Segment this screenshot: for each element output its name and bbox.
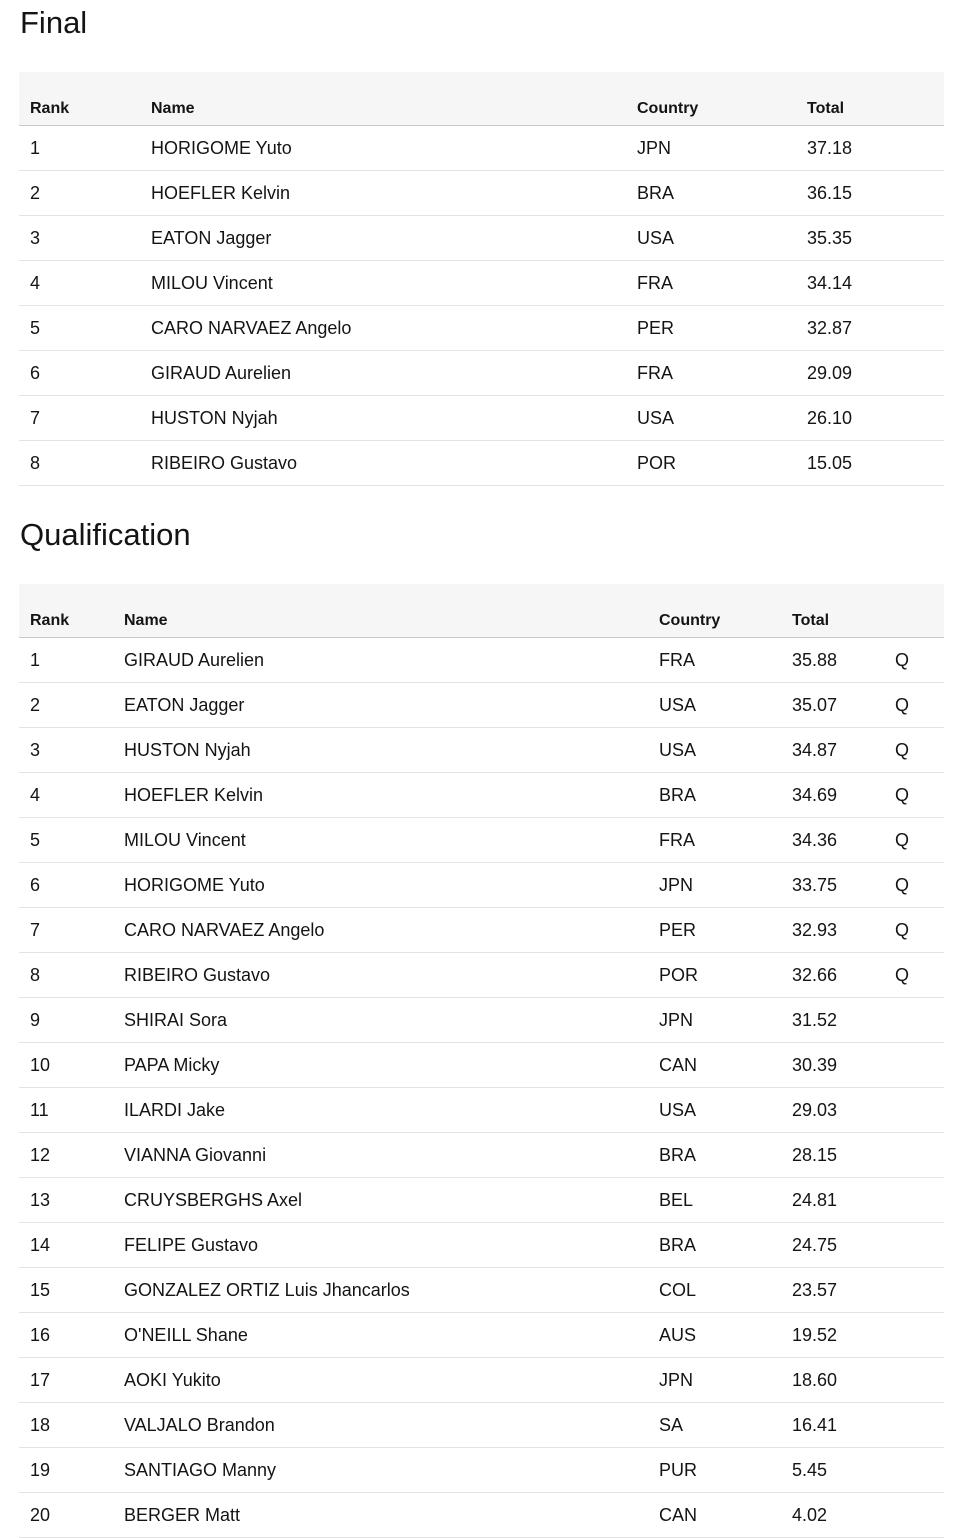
name-cell: FELIPE Gustavo xyxy=(124,1223,659,1268)
qualified-cell xyxy=(895,998,944,1043)
country-cell: AUS xyxy=(659,1313,792,1358)
table-row xyxy=(19,216,944,261)
name-cell: MILOU Vincent xyxy=(124,818,659,863)
rank-cell: 8 xyxy=(19,441,151,486)
rank-cell: 16 xyxy=(19,1313,124,1358)
rank-cell: 6 xyxy=(19,863,124,908)
country-header: Country xyxy=(659,584,792,638)
table-row xyxy=(19,1133,944,1178)
total-cell: 34.69 xyxy=(792,773,895,818)
qualified-cell xyxy=(895,1223,944,1268)
total-cell: 35.88 xyxy=(792,638,895,683)
rank-cell: 10 xyxy=(19,1043,124,1088)
qualified-cell xyxy=(895,1043,944,1088)
rank-cell: 3 xyxy=(19,216,151,261)
name-cell: GIRAUD Aurelien xyxy=(151,351,637,396)
qualification-title: Qualification xyxy=(20,517,191,552)
name-cell: ILARDI Jake xyxy=(124,1088,659,1133)
qualified-cell: Q xyxy=(895,683,944,728)
country-cell: BRA xyxy=(659,1223,792,1268)
qualified-cell: Q xyxy=(895,818,944,863)
country-cell: CAN xyxy=(659,1493,792,1538)
country-cell: USA xyxy=(659,683,792,728)
rank-cell: 5 xyxy=(19,818,124,863)
table-row xyxy=(19,683,944,728)
rank-cell: 9 xyxy=(19,998,124,1043)
qualified-cell xyxy=(895,1358,944,1403)
table-row xyxy=(19,1313,944,1358)
name-cell: GIRAUD Aurelien xyxy=(124,638,659,683)
total-cell: 36.15 xyxy=(807,171,944,216)
country-cell: JPN xyxy=(659,863,792,908)
country-cell: USA xyxy=(637,216,807,261)
total-cell: 35.35 xyxy=(807,216,944,261)
country-header: Country xyxy=(637,72,807,126)
rank-cell: 5 xyxy=(19,306,151,351)
qualified-cell: Q xyxy=(895,728,944,773)
table-row xyxy=(19,1088,944,1133)
name-cell: O'NEILL Shane xyxy=(124,1313,659,1358)
rank-cell: 7 xyxy=(19,396,151,441)
table-row xyxy=(19,441,944,486)
qualified-cell xyxy=(895,1403,944,1448)
rank-cell: 6 xyxy=(19,351,151,396)
total-cell: 33.75 xyxy=(792,863,895,908)
total-cell: 30.39 xyxy=(792,1043,895,1088)
total-cell: 29.03 xyxy=(792,1088,895,1133)
country-cell: BRA xyxy=(659,1133,792,1178)
country-cell: FRA xyxy=(637,261,807,306)
rank-cell: 15 xyxy=(19,1268,124,1313)
rank-cell: 1 xyxy=(19,126,151,171)
total-cell: 32.93 xyxy=(792,908,895,953)
total-cell: 31.52 xyxy=(792,998,895,1043)
rank-cell: 11 xyxy=(19,1088,124,1133)
total-cell: 18.60 xyxy=(792,1358,895,1403)
total-cell: 34.36 xyxy=(792,818,895,863)
rank-cell: 20 xyxy=(19,1493,124,1538)
rank-cell: 8 xyxy=(19,953,124,998)
country-cell: PUR xyxy=(659,1448,792,1493)
table-row xyxy=(19,261,944,306)
qualified-cell xyxy=(895,1493,944,1538)
country-cell: SA xyxy=(659,1403,792,1448)
rank-cell: 2 xyxy=(19,171,151,216)
country-cell: USA xyxy=(637,396,807,441)
name-cell: CARO NARVAEZ Angelo xyxy=(151,306,637,351)
rank-cell: 3 xyxy=(19,728,124,773)
total-cell: 34.87 xyxy=(792,728,895,773)
qualified-cell: Q xyxy=(895,863,944,908)
name-cell: CRUYSBERGHS Axel xyxy=(124,1178,659,1223)
name-cell: RIBEIRO Gustavo xyxy=(151,441,637,486)
total-header: Total xyxy=(792,584,895,638)
total-cell: 4.02 xyxy=(792,1493,895,1538)
name-cell: EATON Jagger xyxy=(151,216,637,261)
name-cell: SHIRAI Sora xyxy=(124,998,659,1043)
rank-header: Rank xyxy=(19,584,124,638)
name-cell: MILOU Vincent xyxy=(151,261,637,306)
total-cell: 16.41 xyxy=(792,1403,895,1448)
table-row xyxy=(19,126,944,171)
table-row xyxy=(19,306,944,351)
table-row xyxy=(19,1358,944,1403)
name-cell: GONZALEZ ORTIZ Luis Jhancarlos xyxy=(124,1268,659,1313)
table-row xyxy=(19,998,944,1043)
country-cell: JPN xyxy=(659,998,792,1043)
country-cell: COL xyxy=(659,1268,792,1313)
total-cell: 29.09 xyxy=(807,351,944,396)
total-cell: 5.45 xyxy=(792,1448,895,1493)
total-cell: 37.18 xyxy=(807,126,944,171)
qualified-cell: Q xyxy=(895,773,944,818)
country-cell: POR xyxy=(637,441,807,486)
rank-cell: 1 xyxy=(19,638,124,683)
country-cell: FRA xyxy=(659,638,792,683)
total-cell: 24.81 xyxy=(792,1178,895,1223)
rank-cell: 18 xyxy=(19,1403,124,1448)
table-row xyxy=(19,1223,944,1268)
total-cell: 34.14 xyxy=(807,261,944,306)
total-cell: 15.05 xyxy=(807,441,944,486)
name-cell: HOEFLER Kelvin xyxy=(124,773,659,818)
table-row xyxy=(19,1268,944,1313)
table-header-row xyxy=(19,72,944,126)
country-cell: FRA xyxy=(659,818,792,863)
country-cell: JPN xyxy=(659,1358,792,1403)
table-row xyxy=(19,1178,944,1223)
table-row xyxy=(19,1448,944,1493)
country-cell: CAN xyxy=(659,1043,792,1088)
qualified-cell xyxy=(895,1268,944,1313)
qualified-cell xyxy=(895,1313,944,1358)
name-cell: VIANNA Giovanni xyxy=(124,1133,659,1178)
qualified-cell: Q xyxy=(895,953,944,998)
name-cell: EATON Jagger xyxy=(124,683,659,728)
final-title: Final xyxy=(20,5,88,40)
table-row xyxy=(19,638,944,683)
qualified-cell: Q xyxy=(895,638,944,683)
name-cell: HUSTON Nyjah xyxy=(151,396,637,441)
table-row xyxy=(19,351,944,396)
name-cell: HOEFLER Kelvin xyxy=(151,171,637,216)
qualified-cell xyxy=(895,1133,944,1178)
rank-cell: 4 xyxy=(19,261,151,306)
rank-header: Rank xyxy=(19,72,151,126)
name-header: Name xyxy=(124,584,659,638)
total-cell: 26.10 xyxy=(807,396,944,441)
name-cell: PAPA Micky xyxy=(124,1043,659,1088)
rank-cell: 12 xyxy=(19,1133,124,1178)
table-row xyxy=(19,1403,944,1448)
rank-cell: 17 xyxy=(19,1358,124,1403)
table-header-row xyxy=(19,584,944,638)
rank-cell: 7 xyxy=(19,908,124,953)
rank-cell: 4 xyxy=(19,773,124,818)
final-results-table xyxy=(19,72,944,486)
rank-cell: 19 xyxy=(19,1448,124,1493)
country-cell: USA xyxy=(659,1088,792,1133)
final-results-body xyxy=(19,126,944,486)
total-cell: 23.57 xyxy=(792,1268,895,1313)
name-header: Name xyxy=(151,72,637,126)
table-row xyxy=(19,863,944,908)
qualified-cell xyxy=(895,1088,944,1133)
name-cell: SANTIAGO Manny xyxy=(124,1448,659,1493)
table-row xyxy=(19,1493,944,1538)
total-cell: 19.52 xyxy=(792,1313,895,1358)
country-cell: BRA xyxy=(659,773,792,818)
name-cell: HORIGOME Yuto xyxy=(124,863,659,908)
table-row xyxy=(19,818,944,863)
country-cell: JPN xyxy=(637,126,807,171)
qualified-cell xyxy=(895,1178,944,1223)
qualification-results-body xyxy=(19,638,944,1538)
total-cell: 35.07 xyxy=(792,683,895,728)
country-cell: USA xyxy=(659,728,792,773)
total-header: Total xyxy=(807,72,944,126)
qualified-cell: Q xyxy=(895,908,944,953)
name-cell: VALJALO Brandon xyxy=(124,1403,659,1448)
country-cell: BEL xyxy=(659,1178,792,1223)
name-cell: HUSTON Nyjah xyxy=(124,728,659,773)
total-cell: 32.66 xyxy=(792,953,895,998)
name-cell: AOKI Yukito xyxy=(124,1358,659,1403)
qualification-results-table xyxy=(19,584,944,1538)
table-row xyxy=(19,396,944,441)
name-cell: CARO NARVAEZ Angelo xyxy=(124,908,659,953)
qualified-header xyxy=(895,584,944,638)
qualified-cell xyxy=(895,1448,944,1493)
total-cell: 28.15 xyxy=(792,1133,895,1178)
country-cell: BRA xyxy=(637,171,807,216)
table-row xyxy=(19,728,944,773)
name-cell: HORIGOME Yuto xyxy=(151,126,637,171)
table-row xyxy=(19,953,944,998)
rank-cell: 14 xyxy=(19,1223,124,1268)
rank-cell: 2 xyxy=(19,683,124,728)
rank-cell: 13 xyxy=(19,1178,124,1223)
table-row xyxy=(19,908,944,953)
table-row xyxy=(19,1043,944,1088)
name-cell: BERGER Matt xyxy=(124,1493,659,1538)
table-row xyxy=(19,773,944,818)
name-cell: RIBEIRO Gustavo xyxy=(124,953,659,998)
country-cell: PER xyxy=(637,306,807,351)
country-cell: PER xyxy=(659,908,792,953)
total-cell: 32.87 xyxy=(807,306,944,351)
table-row xyxy=(19,171,944,216)
total-cell: 24.75 xyxy=(792,1223,895,1268)
country-cell: FRA xyxy=(637,351,807,396)
country-cell: POR xyxy=(659,953,792,998)
